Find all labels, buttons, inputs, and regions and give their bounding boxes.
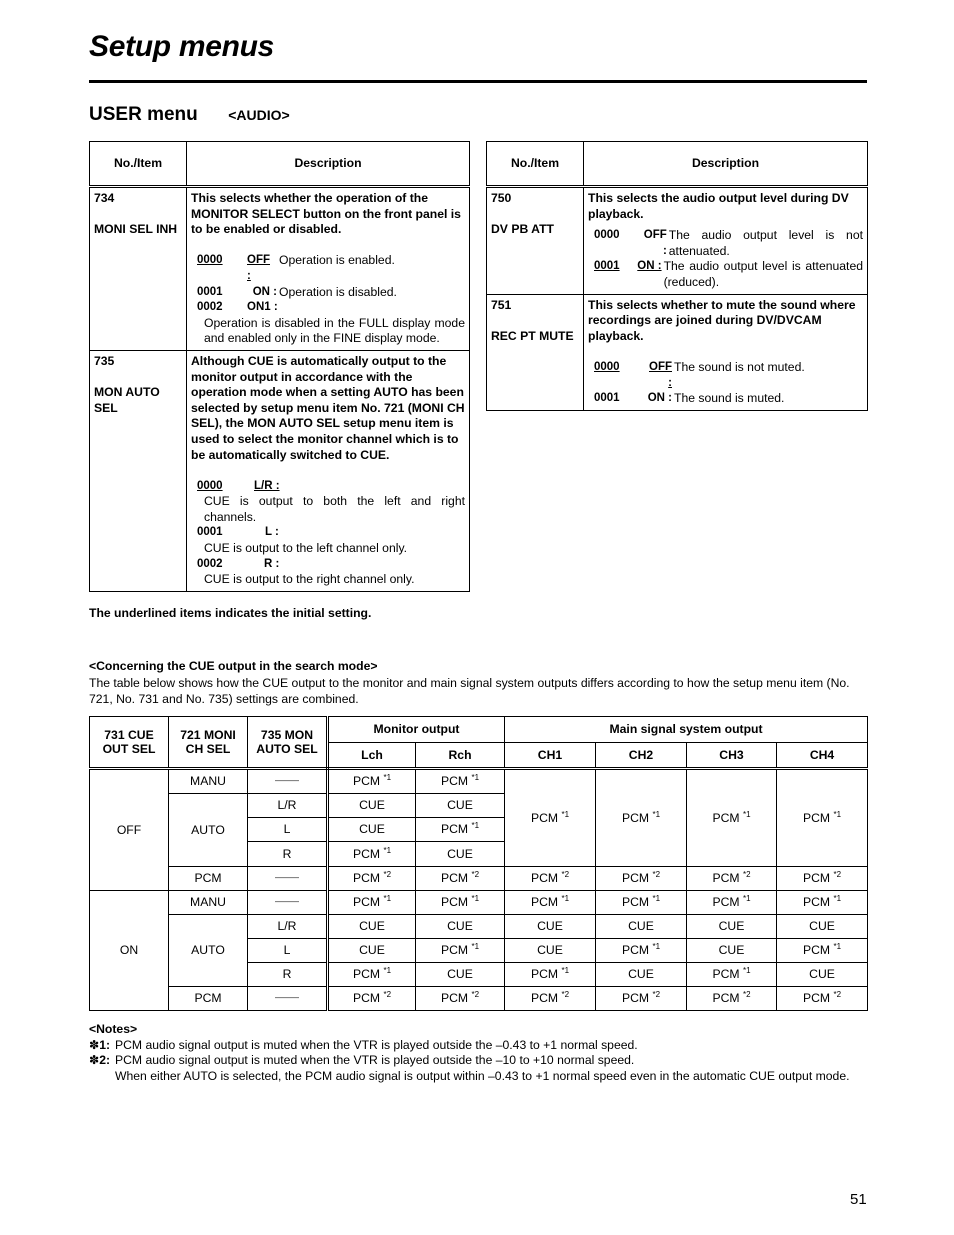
item-cell — [90, 350, 187, 591]
header-lch: Lch — [328, 743, 416, 769]
cell-cue: CUE — [328, 939, 416, 963]
cell-pcm2: PCM $^{*2}$ — [777, 867, 868, 891]
cell-pcm2: PCM $^{*2}$ — [777, 987, 868, 1011]
item-name: REC PT MUTE — [491, 328, 574, 343]
item-number: 735 — [94, 353, 115, 368]
header-ch4: CH4 — [777, 743, 868, 769]
page-number: 51 — [850, 1191, 867, 1208]
cell-pcm1: PCM $^{*1}$ — [596, 891, 687, 915]
cell-manu: MANU — [169, 891, 248, 915]
cell-pcm1: PCM $^{*1}$ — [777, 891, 868, 915]
option-name: OFF : — [643, 229, 667, 257]
cell-l: L — [248, 818, 328, 842]
cell-pcm2: PCM $^{*2}$ — [416, 867, 505, 891]
cell-cue: CUE — [416, 963, 505, 987]
header-ch1: CH1 — [505, 743, 596, 769]
option-desc: The audio output level is not attenuated. — [668, 228, 863, 258]
note-mark: ✽2: — [89, 1053, 111, 1067]
cell-pcm1: PCM $^{*1}$ — [777, 769, 868, 867]
note-item — [89, 1069, 868, 1085]
option-code: 0000 — [594, 360, 620, 373]
option-name: OFF : — [649, 360, 672, 389]
cell-r: R — [248, 963, 328, 987]
cell-pcm1: PCM $^{*1}$ — [328, 842, 416, 867]
description-cell — [187, 187, 470, 351]
option-name: OFF : — [247, 254, 270, 282]
note-text: PCM audio signal output is muted when the VTR is played outside the –10 to +10 normal speed. — [115, 1053, 635, 1067]
option-desc: Operation is enabled. — [279, 253, 395, 268]
note-item — [89, 1038, 868, 1054]
note-item — [89, 1053, 868, 1069]
cell-pcm-mode: PCM — [169, 987, 248, 1011]
item-description: This selects whether the operation of the MONITOR SELECT button on the front panel is to be enabled or disabled. — [191, 191, 461, 237]
header-no-item: No./Item — [90, 142, 187, 187]
option-code: 0001 — [197, 285, 223, 298]
table-row — [487, 294, 868, 410]
cell-pcm1: PCM $^{*1}$ — [505, 963, 596, 987]
table-row — [90, 987, 868, 1011]
cell-lr: L/R — [248, 794, 328, 818]
option-name: ON : — [637, 260, 662, 273]
option-name: ON1 : — [247, 301, 278, 314]
option-name: L : — [265, 526, 279, 539]
cell-pcm1: PCM $^{*1}$ — [687, 891, 777, 915]
header-735: 735 MON AUTO SEL — [248, 717, 328, 769]
option-desc: CUE is output to the left channel only. — [204, 541, 408, 556]
cell-pcm1: PCM $^{*1}$ — [687, 963, 777, 987]
section-heading — [89, 104, 290, 126]
header-main-output: Main signal system output — [505, 717, 868, 743]
cell-dash: ——— — [248, 769, 328, 794]
left-setup-table — [89, 141, 470, 592]
cell-pcm2: PCM $^{*2}$ — [416, 987, 505, 1011]
option-code: 0001 — [594, 260, 620, 273]
cell-auto: AUTO — [169, 915, 248, 987]
option-desc: The sound is muted. — [674, 391, 785, 406]
cell-pcm1: PCM $^{*1}$ — [416, 769, 505, 794]
notes-section — [89, 1022, 868, 1084]
cell-pcm1: PCM $^{*1}$ — [328, 891, 416, 915]
cell-pcm2: PCM $^{*2}$ — [505, 867, 596, 891]
cue-output-matrix — [89, 716, 868, 1011]
cell-manu: MANU — [169, 769, 248, 794]
cell-pcm1: PCM $^{*1}$ — [505, 769, 596, 867]
cell-cue: CUE — [416, 915, 505, 939]
item-description: This selects whether to mute the sound where recordings are joined during DV/DVCAM playback. — [588, 297, 856, 343]
option-code: 0001 — [197, 526, 223, 539]
table-row — [90, 350, 470, 591]
item-name: MONI SEL INH — [94, 222, 178, 237]
item-cell — [90, 187, 187, 351]
option-desc: CUE is output to the right channel only. — [204, 572, 415, 587]
cell-auto: AUTO — [169, 794, 248, 867]
cell-pcm2: PCM $^{*2}$ — [505, 987, 596, 1011]
cell-pcm1: PCM $^{*1}$ — [777, 939, 868, 963]
cell-cue: CUE — [596, 915, 687, 939]
option-desc: The sound is not muted. — [674, 359, 805, 374]
section-title: USER menu — [89, 104, 198, 125]
initial-setting-note: The underlined items indicates the initial setting. — [89, 606, 372, 620]
cell-cue: CUE — [687, 939, 777, 963]
item-number: 751 — [491, 297, 512, 312]
table-row — [487, 187, 868, 295]
cell-r: R — [248, 842, 328, 867]
header-monitor-output: Monitor output — [328, 717, 505, 743]
note-text: PCM audio signal output is muted when the VTR is played outside the –0.43 to +1 normal speed. — [115, 1037, 638, 1052]
description-cell — [187, 350, 470, 591]
header-description: Description — [187, 142, 470, 187]
option-code: 0002 — [197, 557, 223, 570]
cell-cue: CUE — [416, 842, 505, 867]
item-cell — [487, 187, 584, 295]
option-code: 0000 — [197, 479, 223, 492]
cell-cue: CUE — [505, 939, 596, 963]
cell-pcm2: PCM $^{*2}$ — [596, 987, 687, 1011]
cell-off: OFF — [90, 769, 169, 891]
header-ch3: CH3 — [687, 743, 777, 769]
item-description: Although CUE is automatically output to the monitor output in accordance with the operation mode when a setting AUTO has been selected by setup menu item No. 721 (MONI CH SEL), the MON AUTO SEL setup menu item is used to select the monitor channel which is to be automatically switched to CUE. — [191, 353, 465, 462]
item-cell — [487, 294, 584, 410]
notes-heading: <Notes> — [89, 1022, 138, 1036]
option-name: L/R : — [254, 479, 280, 492]
cell-cue: CUE — [328, 915, 416, 939]
option-code: 0001 — [594, 392, 620, 405]
cell-on: ON — [90, 891, 169, 1011]
header-ch2: CH2 — [596, 743, 687, 769]
cell-pcm2: PCM $^{*2}$ — [596, 867, 687, 891]
item-description: This selects the audio output level during DV playback. — [588, 191, 849, 221]
cell-pcm2: PCM $^{*2}$ — [687, 987, 777, 1011]
option-name: ON : — [647, 392, 672, 405]
cue-section-heading: <Concerning the CUE output in the search mode> — [89, 659, 378, 673]
header-rch: Rch — [416, 743, 505, 769]
header-description: Description — [584, 142, 868, 187]
cell-pcm1: PCM $^{*1}$ — [328, 769, 416, 794]
title-rule — [89, 80, 867, 83]
cell-pcm2: PCM $^{*2}$ — [687, 867, 777, 891]
cell-cue: CUE — [777, 915, 868, 939]
table-row — [90, 769, 868, 794]
cell-pcm1: PCM $^{*1}$ — [416, 818, 505, 842]
cell-l: L — [248, 939, 328, 963]
option-code: 0000 — [594, 229, 620, 242]
cell-pcm2: PCM $^{*2}$ — [328, 987, 416, 1011]
cell-cue: CUE — [777, 963, 868, 987]
cell-cue: CUE — [596, 963, 687, 987]
note-extra: When either AUTO is selected, the PCM audio signal is output within –0.43 to +1 normal speed even in the automatic CUE output mode. — [115, 1068, 850, 1083]
section-subtitle: <AUDIO> — [228, 107, 290, 123]
cell-dash: ——— — [248, 987, 328, 1011]
cell-pcm1: PCM $^{*1}$ — [416, 891, 505, 915]
page-title: Setup menus — [89, 30, 275, 63]
cell-cue: CUE — [505, 915, 596, 939]
item-number: 734 — [94, 191, 115, 205]
cell-pcm1: PCM $^{*1}$ — [328, 963, 416, 987]
cell-pcm2: PCM $^{*2}$ — [328, 867, 416, 891]
table-row — [90, 187, 470, 351]
note-mark: ✽1: — [89, 1037, 111, 1052]
description-cell — [584, 294, 868, 410]
cell-pcm-mode: PCM — [169, 867, 248, 891]
cell-pcm1: PCM $^{*1}$ — [505, 891, 596, 915]
table-row — [90, 867, 868, 891]
cell-dash: ——— — [248, 867, 328, 891]
option-code: 0000 — [197, 254, 223, 267]
cell-dash: ——— — [248, 891, 328, 915]
header-no-item: No./Item — [487, 142, 584, 187]
cell-cue: CUE — [328, 818, 416, 842]
cell-cue: CUE — [416, 794, 505, 818]
cell-lr: L/R — [248, 915, 328, 939]
cell-cue: CUE — [687, 915, 777, 939]
option-desc: Operation is disabled in the FULL display mode and enabled only in the FINE display mode. — [204, 315, 465, 346]
right-setup-table — [486, 141, 868, 411]
cell-pcm1: PCM $^{*1}$ — [687, 769, 777, 867]
header-721: 721 MONI CH SEL — [169, 717, 248, 769]
cell-pcm1: PCM $^{*1}$ — [416, 939, 505, 963]
option-code: 0002 — [197, 301, 223, 314]
cue-section-intro: The table below shows how the CUE output to the monitor and main signal system outputs differs according to how the setup menu item (No. 721, No. 731 and No. 735) settings are combined. — [89, 676, 850, 706]
cell-pcm1: PCM $^{*1}$ — [596, 939, 687, 963]
description-cell — [584, 187, 868, 295]
header-731: 731 CUE OUT SEL — [90, 717, 169, 769]
table-row — [90, 891, 868, 915]
item-number: 750 — [491, 191, 512, 205]
option-name: R : — [264, 557, 280, 570]
option-desc: The audio output level is attenuated (reduced). — [663, 259, 863, 289]
cell-pcm1: PCM $^{*1}$ — [596, 769, 687, 867]
option-name: ON : — [252, 285, 277, 298]
table-row — [90, 915, 868, 939]
cell-cue: CUE — [328, 794, 416, 818]
item-name: MON AUTO SEL — [94, 385, 160, 415]
item-name: DV PB ATT — [491, 222, 554, 237]
option-desc: Operation is disabled. — [279, 284, 397, 299]
option-desc: CUE is output to both the left and right channels. — [204, 494, 465, 524]
